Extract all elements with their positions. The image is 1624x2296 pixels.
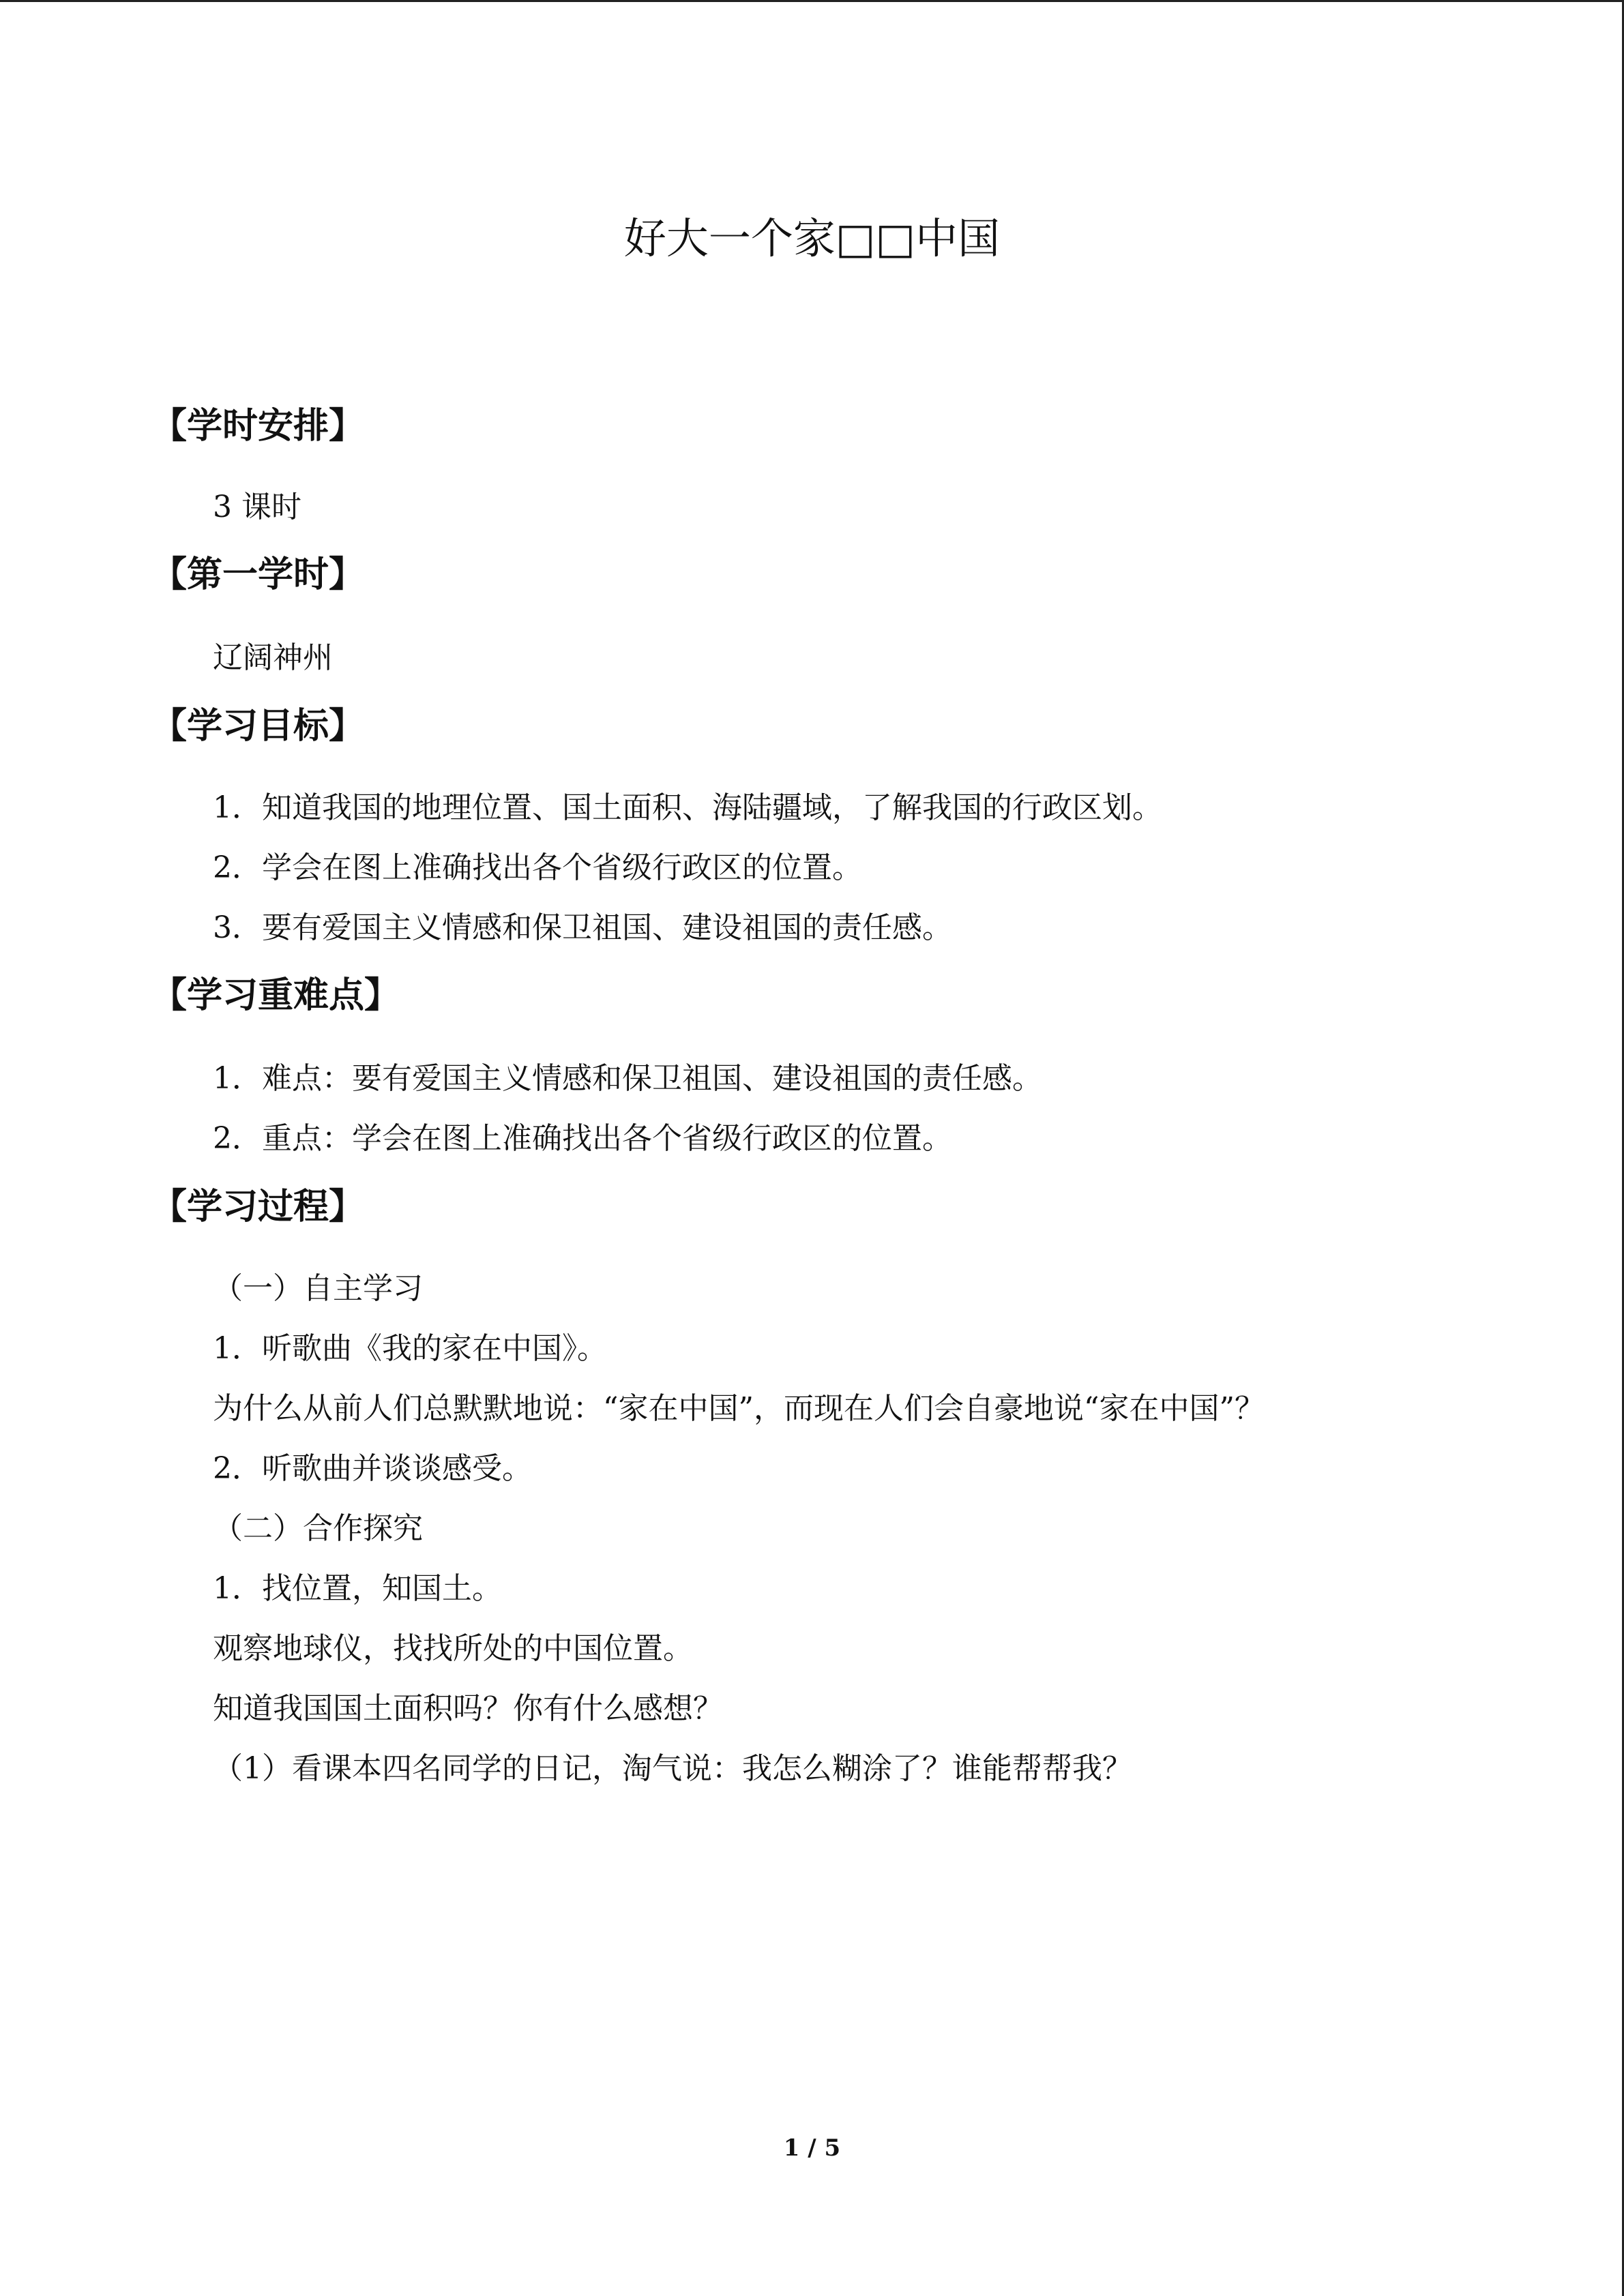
process-line: 为什么从前人们总默默地说：“家在中国”，而现在人们会自豪地说“家在中国”？ (213, 1391, 1265, 1426)
process-line: 1．听歌曲《我的家在中国》。 (213, 1331, 607, 1366)
key-point-item: 2．重点：学会在图上准确找出各个省级行政区的位置。 (213, 1121, 952, 1156)
heading-objectives: 【学习目标】 (151, 706, 365, 747)
page-border-top (0, 0, 1624, 2)
process-line: 知道我国国土面积吗？你有什么感想？ (213, 1691, 723, 1726)
process-line: 1．找位置，知国土。 (213, 1571, 502, 1606)
process-line: （一）自主学习 (213, 1271, 423, 1306)
schedule-text: 3 课时 (213, 490, 301, 524)
page-number: 1 / 5 (783, 2134, 841, 2162)
document-title: 好大一个家□□中国 (623, 213, 1001, 263)
objective-item: 2．学会在图上准确找出各个省级行政区的位置。 (213, 850, 862, 885)
process-line: （二）合作探究 (213, 1511, 423, 1546)
process-line: 2．听歌曲并谈谈感受。 (213, 1451, 532, 1486)
first-lesson-text: 辽阔神州 (213, 640, 333, 675)
objective-item: 1．知道我国的地理位置、国土面积、海陆疆域，了解我国的行政区划。 (213, 790, 1162, 825)
key-point-item: 1．难点：要有爱国主义情感和保卫祖国、建设祖国的责任感。 (213, 1061, 1042, 1096)
heading-process: 【学习过程】 (151, 1187, 365, 1227)
heading-schedule: 【学时安排】 (151, 406, 365, 447)
process-line: 观察地球仪，找找所处的中国位置。 (213, 1631, 693, 1666)
heading-key-points: 【学习重难点】 (151, 975, 400, 1016)
heading-first-lesson: 【第一学时】 (151, 554, 365, 595)
process-line: （1）看课本四名同学的日记，淘气说：我怎么糊涂了？谁能帮帮我？ (213, 1751, 1132, 1786)
objective-item: 3．要有爱国主义情感和保卫祖国、建设祖国的责任感。 (213, 910, 952, 945)
